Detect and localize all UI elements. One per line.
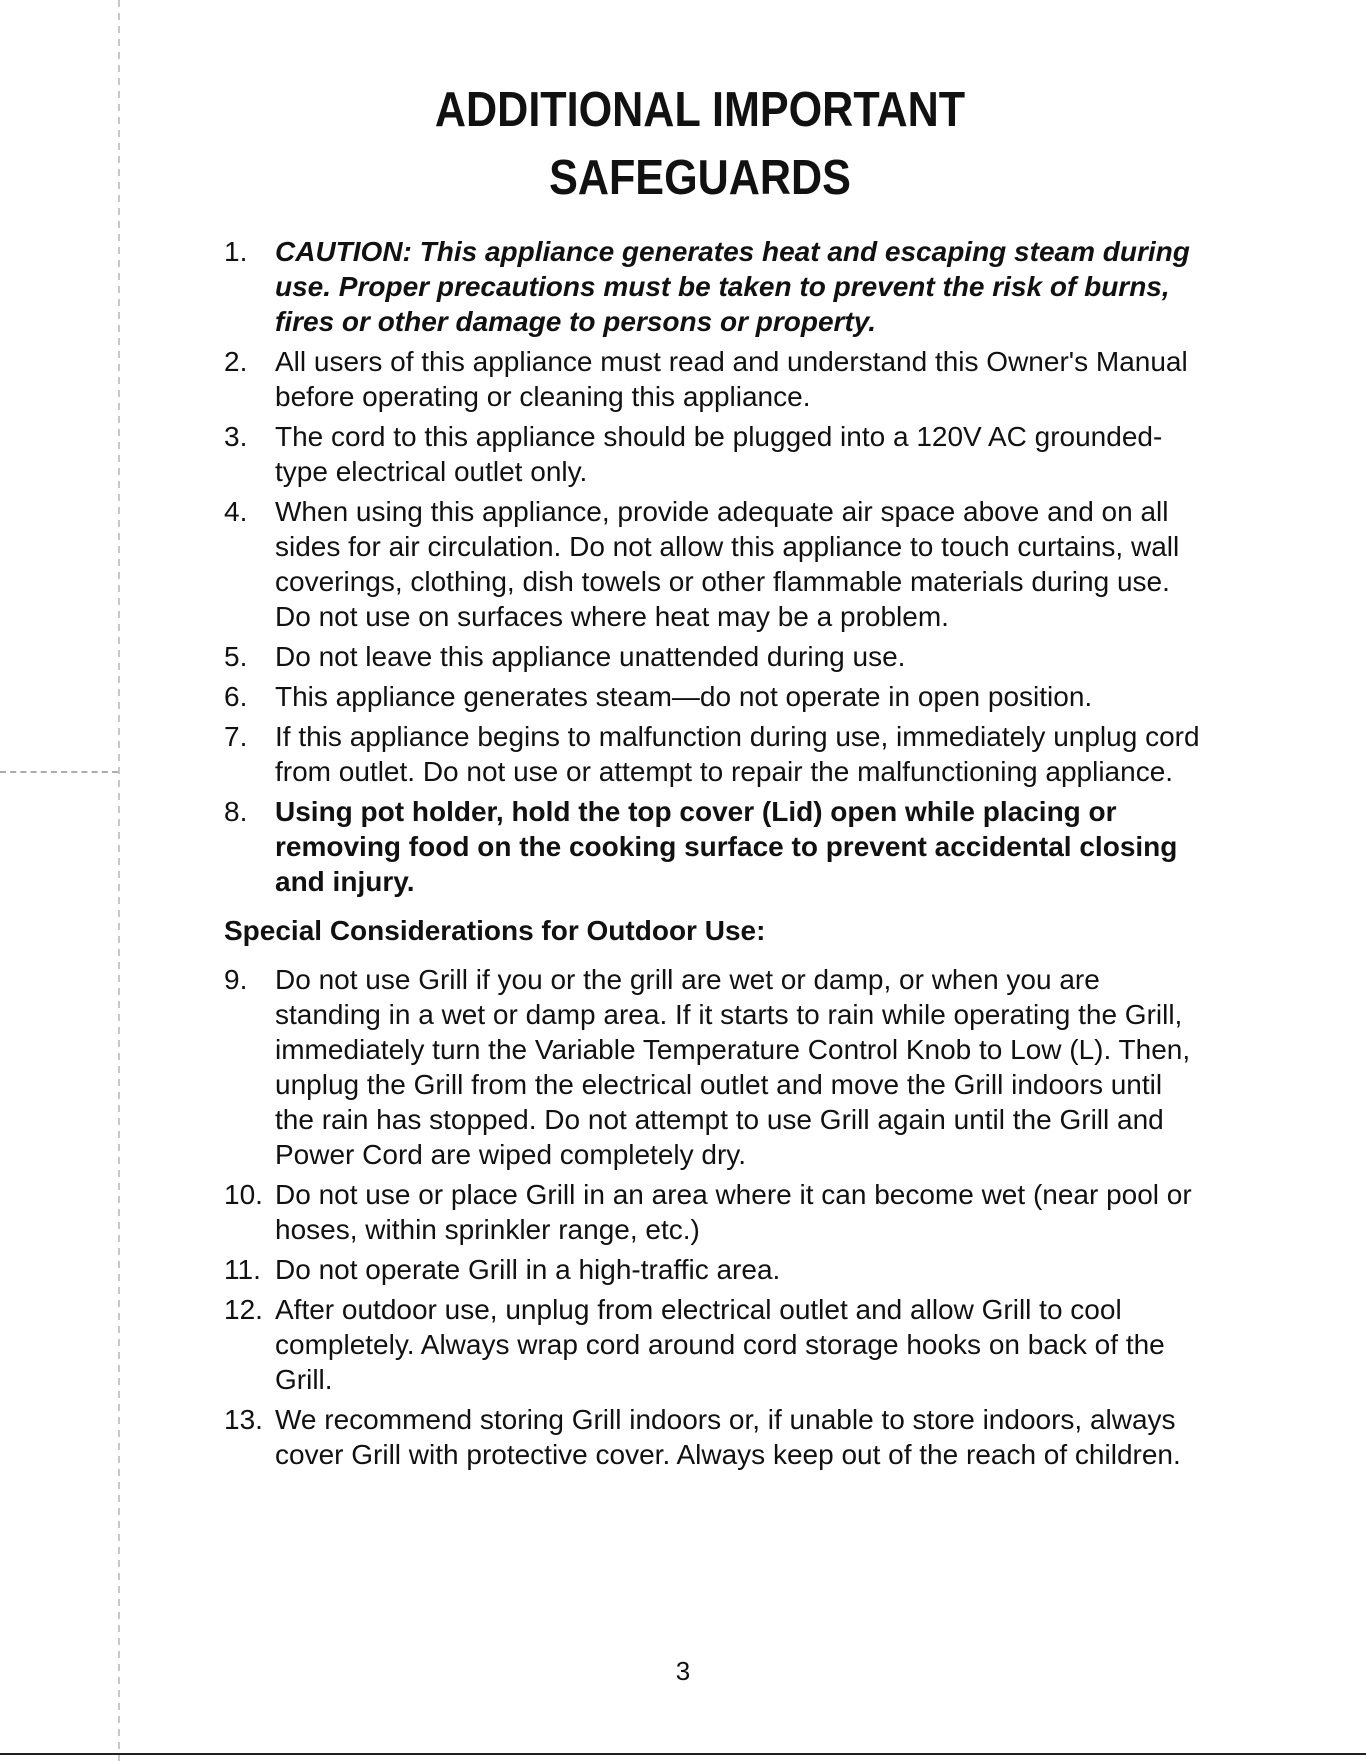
- list-item: [224, 494, 1204, 634]
- item-text: Do not leave this appliance unattended during use.: [275, 641, 906, 672]
- item-number: 7.: [224, 721, 248, 752]
- item-text: All users of this appliance must read and understand this Owner's Manual before operating or cleaning this appliance.: [275, 346, 1188, 412]
- item-number: 10.: [224, 1179, 263, 1210]
- scan-binding-edge: [118, 0, 120, 1761]
- item-text: If this appliance begins to malfunction during use, immediately unplug cord from outlet. Do not use or attempt to repair the malfunctioning appliance.: [275, 721, 1200, 787]
- item-number: 3.: [224, 421, 248, 452]
- title-line-1: ADDITIONAL IMPORTANT: [434, 83, 966, 137]
- item-text: After outdoor use, unplug from electrical outlet and allow Grill to cool completely. Always wrap cord around cord storage hooks on back of the Grill.: [275, 1294, 1165, 1395]
- section-heading: Special Considerations for Outdoor Use:: [224, 915, 766, 946]
- item-text: Using pot holder, hold the top cover (Lid) open while placing or removing food on the cooking surface to prevent accidental closing and injury.: [275, 796, 1178, 897]
- item-number: 13.: [224, 1404, 263, 1435]
- item-text: We recommend storing Grill indoors or, if unable to store indoors, always cover Grill with protective cover. Always keep out of the reach of children.: [275, 1404, 1181, 1470]
- page-title: [260, 76, 1140, 212]
- item-number: 11.: [224, 1254, 261, 1285]
- list-item: [224, 1252, 1204, 1287]
- item-number: 12.: [224, 1294, 263, 1325]
- list-item: [224, 639, 1204, 674]
- page-number: 3: [675, 1656, 691, 1686]
- title-line-2: SAFEGUARDS: [549, 151, 851, 205]
- item-text: This appliance generates steam—do not operate in open position.: [275, 681, 1093, 712]
- item-number: 2.: [224, 346, 248, 377]
- item-text: Do not operate Grill in a high-traffic area.: [275, 1254, 781, 1285]
- list-item: [224, 962, 1204, 1172]
- list-item: [224, 1292, 1204, 1397]
- scan-bottom-edge: [0, 1753, 1366, 1755]
- item-number: 8.: [224, 796, 248, 827]
- safeguards-list: [224, 234, 1204, 1477]
- list-item: [224, 719, 1204, 789]
- list-item: [224, 419, 1204, 489]
- item-text: CAUTION: This appliance generates heat and escaping steam during use. Proper precautions must be taken to prevent the risk of burns, fires or other damage to persons or property.: [275, 236, 1190, 337]
- list-item: [224, 344, 1204, 414]
- list-item: [224, 794, 1204, 899]
- list-item: [224, 679, 1204, 714]
- item-number: 1.: [224, 236, 248, 267]
- item-text: Do not use or place Grill in an area where it can become wet (near pool or hoses, within sprinkler range, etc.): [275, 1179, 1192, 1245]
- item-text: Do not use Grill if you or the grill are wet or damp, or when you are standing in a wet or damp area. If it starts to rain while operating the Grill, immediately turn the Variable Temperature Control Knob to Low (L). Then, unplug the Grill from the electrical outlet and move the Grill indoors until the rain has stopped. Do not attempt to use Grill again until the Grill and Power Cord are wiped completely dry.: [275, 964, 1191, 1170]
- scan-margin-mark: [0, 771, 118, 773]
- item-number: 4.: [224, 496, 248, 527]
- item-text: The cord to this appliance should be plugged into a 120V AC grounded-type electrical outlet only.: [275, 421, 1163, 487]
- list-item: [224, 234, 1204, 339]
- item-number: 9.: [224, 964, 248, 995]
- list-item: [224, 1177, 1204, 1247]
- item-number: 5.: [224, 641, 248, 672]
- list-item: [224, 1402, 1204, 1472]
- item-number: 6.: [224, 681, 248, 712]
- item-text: When using this appliance, provide adequate air space above and on all sides for air circulation. Do not allow this appliance to touch curtains, wall coverings, clothing, dish towels or other flammable materials during use. Do not use on surfaces where heat may be a problem.: [275, 496, 1180, 632]
